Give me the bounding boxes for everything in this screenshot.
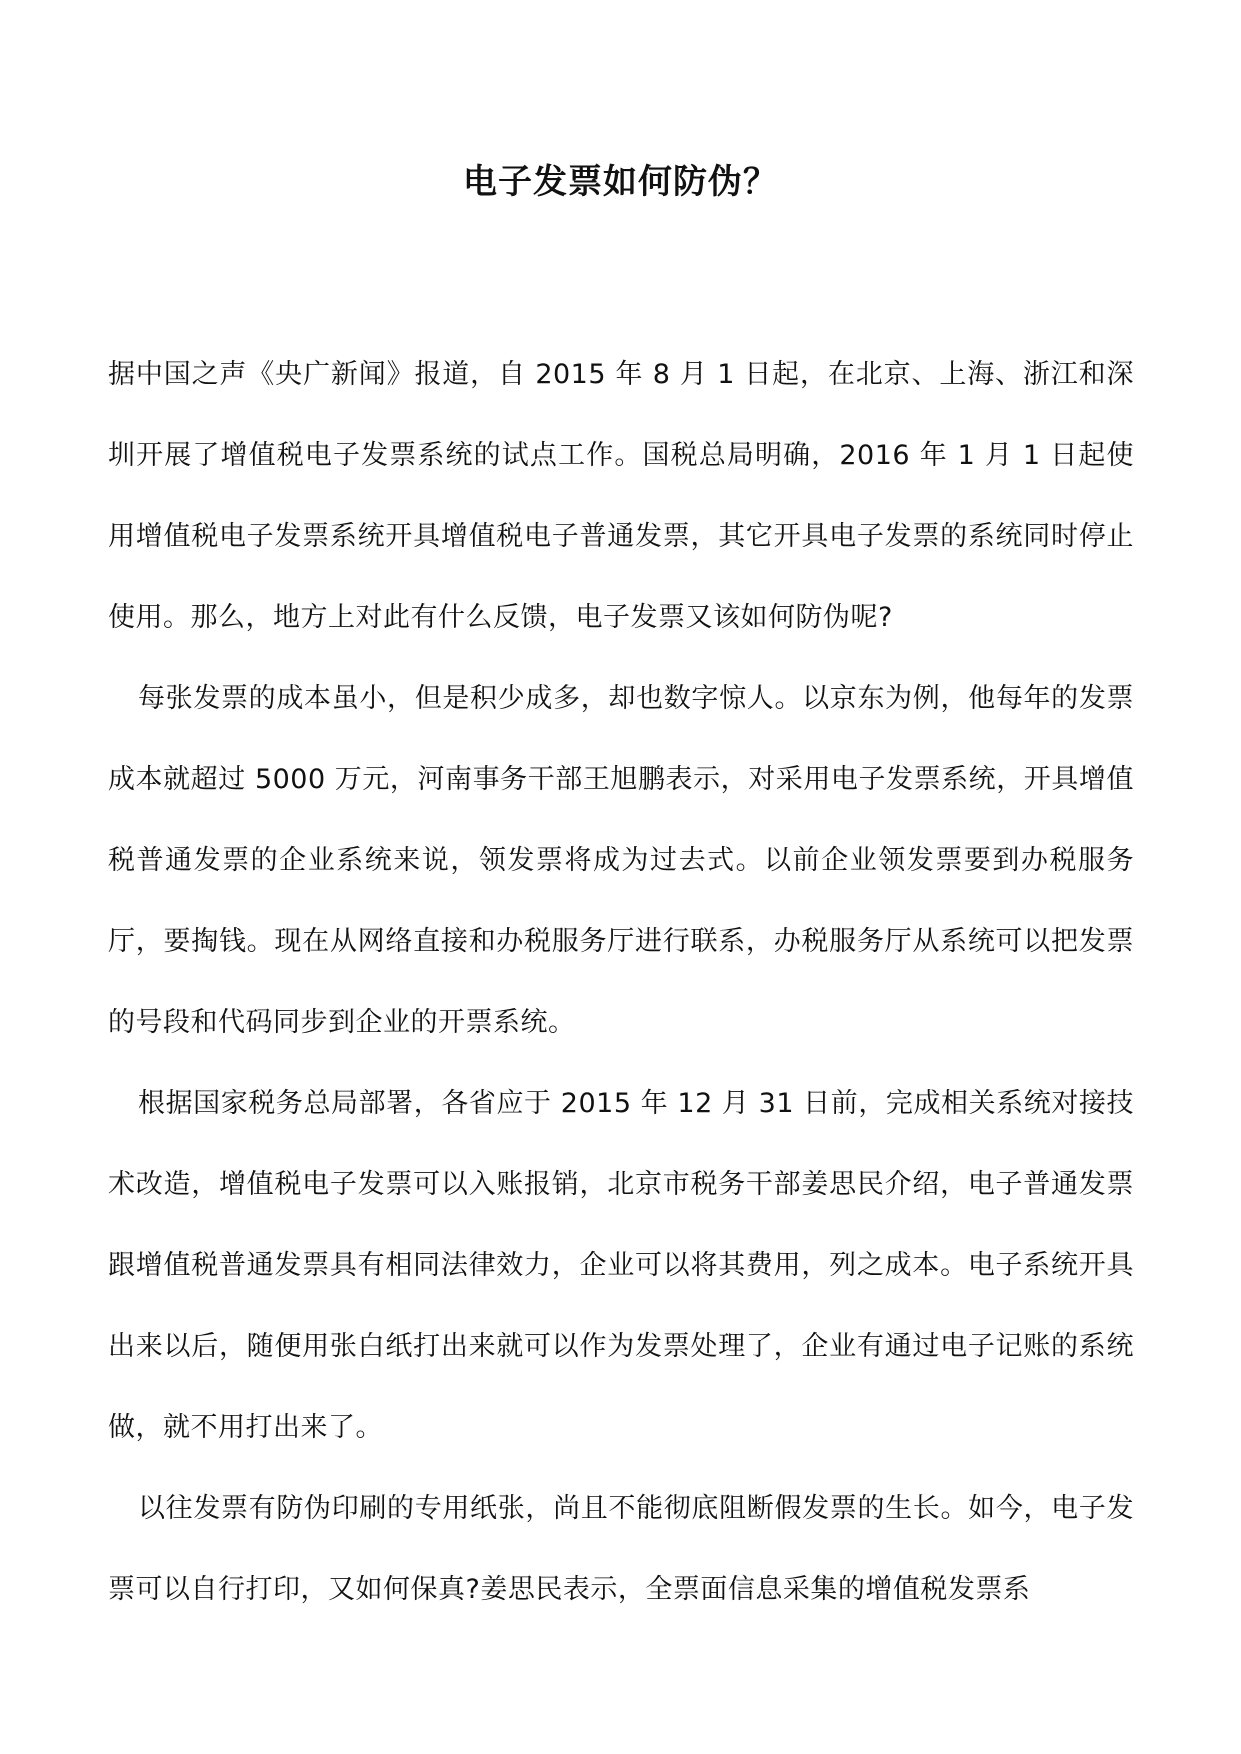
document-body — [108, 334, 1134, 1630]
paragraph-2: 每张发票的成本虽小，但是积少成多，却也数字惊人。以京东为例，他每年的发票成本就超过 5000 万元，河南事务干部王旭鹏表示，对采用电子发票系统，开具增值税普通发票的企业系统来说，领发票将成为过去式。以前企业领发票要到办税服务厅，要掏钱。现在从网络直接和办税服务厅进行联系，办税服务厅从系统可以把发票的号段和代码同步到企业的开票系统。 — [108, 683, 1134, 1038]
paragraph-1: 据中国之声《央广新闻》报道，自 2015 年 8 月 1 日起，在北京、上海、浙江和深圳开展了增值税电子发票系统的试点工作。国税总局明确，2016 年 1 月 1 日起使用增值税电子发票系统开具增值税电子普通发票，其它开具电子发票的系统同时停止使用。那么，地方上对此有什么反馈，电子发票又该如何防伪呢? — [108, 359, 1134, 633]
paragraph-3: 根据国家税务总局部署，各省应于 2015 年 12 月 31 日前，完成相关系统对接技术改造，增值税电子发票可以入账报销，北京市税务干部姜思民介绍，电子普通发票跟增值税普通发票具有相同法律效力，企业可以将其费用，列之成本。电子系统开具出来以后，随便用张白纸打出来就可以作为发票处理了，企业有通过电子记账的系统做，就不用打出来了。 — [108, 1088, 1134, 1443]
paragraph-4: 以往发票有防伪印刷的专用纸张，尚且不能彻底阻断假发票的生长。如今，电子发票可以自行打印，又如何保真?姜思民表示，全票面信息采集的增值税发票系 — [108, 1493, 1134, 1605]
document-title: 电子发票如何防伪？ — [463, 162, 778, 202]
